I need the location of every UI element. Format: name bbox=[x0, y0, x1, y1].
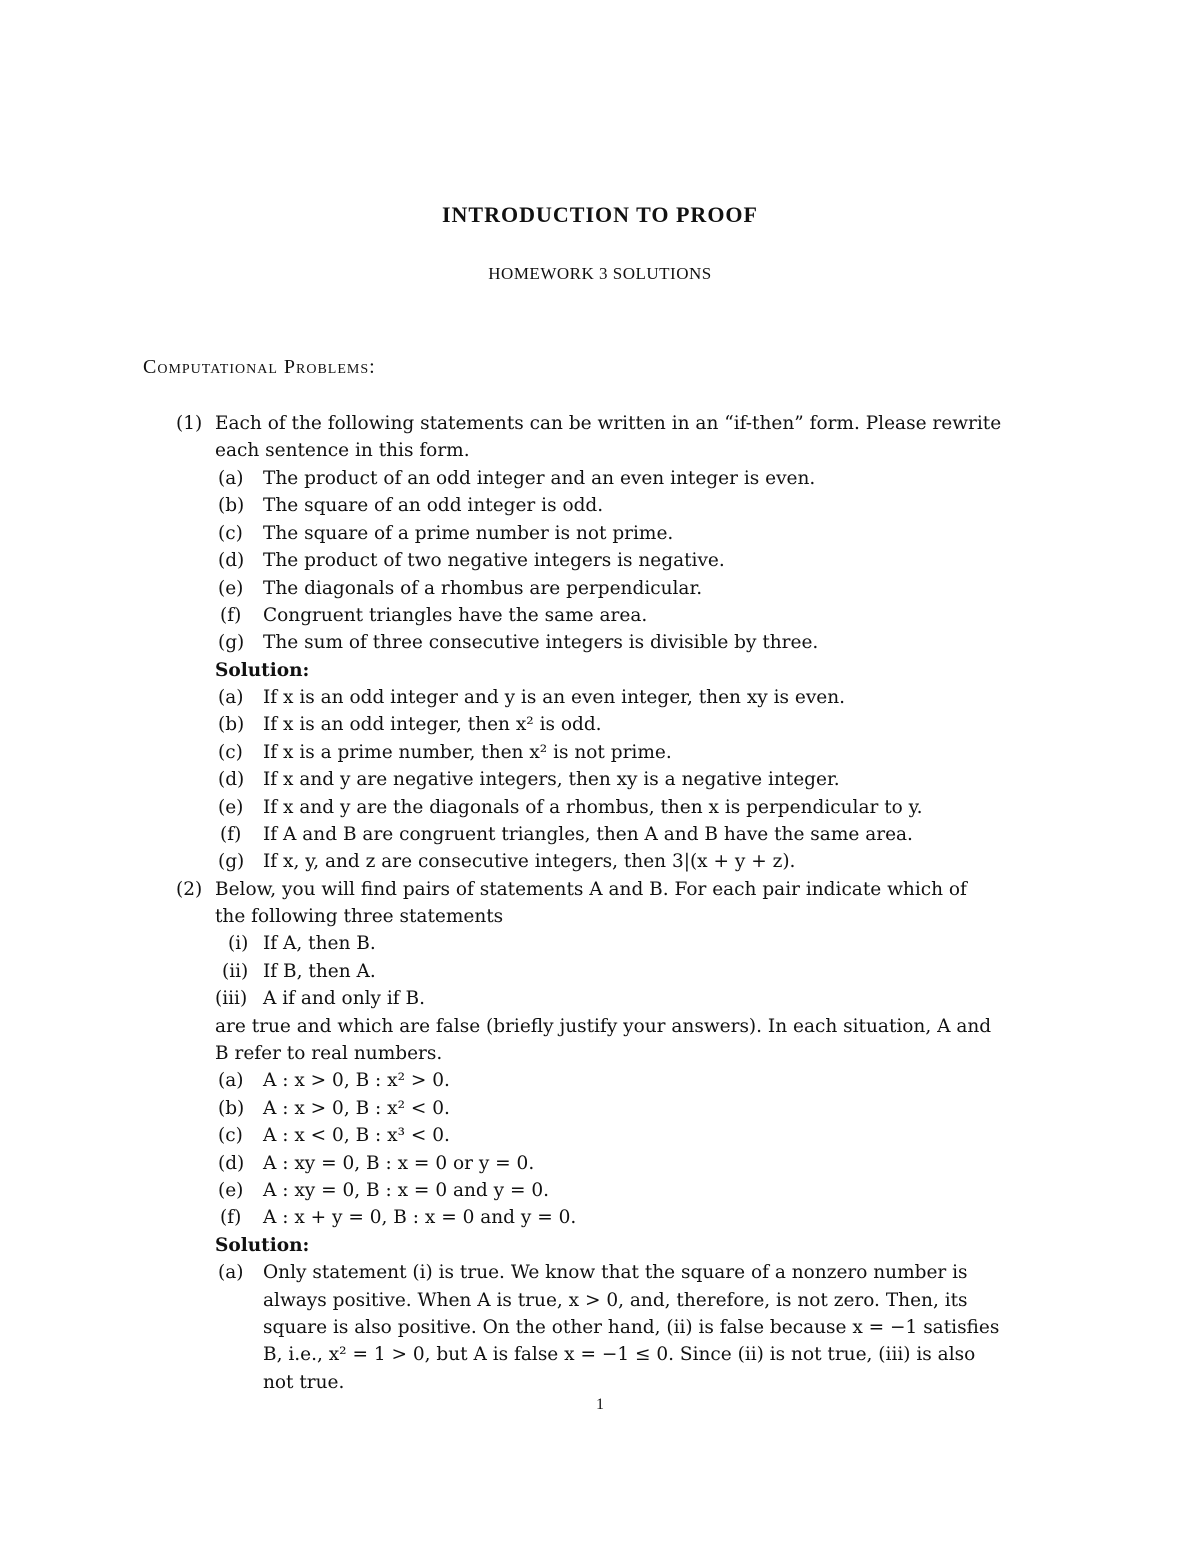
problem-1-prompt-line: Each of the following statements can be written in an “if-then” form. Please rewrite bbox=[215, 413, 1002, 434]
problem-1-number: (1) bbox=[176, 413, 203, 434]
statement-label: (d) bbox=[218, 550, 245, 571]
option-text: If A, then B. bbox=[263, 933, 376, 954]
solution-label: (d) bbox=[218, 769, 245, 790]
page-number: 1 bbox=[596, 1396, 604, 1413]
problem-2-prompt-line: Below, you will find pairs of statements A and B. For each pair indicate which of bbox=[215, 879, 967, 900]
option-label: (ii) bbox=[222, 961, 249, 982]
solution-text-line: always positive. When A is true, x > 0, and, therefore, is not zero. Then, its bbox=[263, 1290, 968, 1311]
statement-label: (f) bbox=[220, 605, 242, 626]
section-heading: Computational Problems: bbox=[143, 356, 376, 378]
solution-label: (c) bbox=[218, 742, 243, 763]
pair-text: A : x > 0, B : x² < 0. bbox=[263, 1098, 450, 1119]
solution-text-line: not true. bbox=[263, 1372, 345, 1393]
document-title: INTRODUCTION TO PROOF bbox=[441, 202, 758, 227]
solution-text: If x is an odd integer, then x² is odd. bbox=[263, 714, 602, 735]
solution-label: (b) bbox=[218, 714, 245, 735]
problem-2-prompt-line: the following three statements bbox=[215, 906, 504, 927]
pair-text: A : xy = 0, B : x = 0 and y = 0. bbox=[263, 1180, 550, 1201]
problem-2-number: (2) bbox=[176, 879, 203, 900]
solution-text-line: B, i.e., x² = 1 > 0, but A is false x = −1 ≤ 0. Since (ii) is not true, (iii) is also bbox=[263, 1344, 976, 1365]
statement-label: (g) bbox=[218, 632, 245, 653]
statement-text: The sum of three consecutive integers is divisible by three. bbox=[263, 632, 819, 653]
statement-text: The product of an odd integer and an even integer is even. bbox=[263, 468, 816, 489]
pair-text: A : x < 0, B : x³ < 0. bbox=[263, 1125, 450, 1146]
pair-label: (c) bbox=[218, 1125, 243, 1146]
pair-label: (e) bbox=[218, 1180, 244, 1201]
solution-label: (a) bbox=[218, 1262, 244, 1283]
statement-label: (c) bbox=[218, 523, 243, 544]
pair-label: (b) bbox=[218, 1098, 245, 1119]
statement-label: (a) bbox=[218, 468, 244, 489]
solution-text: If x is a prime number, then x² is not prime. bbox=[263, 742, 672, 763]
solution-text: If x, y, and z are consecutive integers, then 3|(x + y + z). bbox=[263, 851, 796, 872]
statement-text: The diagonals of a rhombus are perpendicular. bbox=[263, 578, 703, 599]
document-subtitle: HOMEWORK 3 SOLUTIONS bbox=[488, 264, 712, 283]
option-label: (iii) bbox=[215, 988, 248, 1009]
option-text: If B, then A. bbox=[263, 961, 376, 982]
statement-label: (b) bbox=[218, 495, 245, 516]
solution-label: (e) bbox=[218, 797, 244, 818]
solution-label: (a) bbox=[218, 687, 244, 708]
solution-heading: Solution: bbox=[215, 1235, 310, 1256]
solution-text: If x and y are the diagonals of a rhombus, then x is perpendicular to y. bbox=[263, 797, 923, 818]
solution-text-line: Only statement (i) is true. We know that the square of a nonzero number is bbox=[263, 1262, 968, 1283]
solution-label: (g) bbox=[218, 851, 245, 872]
statement-text: The product of two negative integers is negative. bbox=[263, 550, 725, 571]
solution-heading: Solution: bbox=[215, 660, 310, 681]
solution-text: If x is an odd integer and y is an even integer, then xy is even. bbox=[263, 687, 846, 708]
statement-text: The square of a prime number is not prime. bbox=[263, 523, 674, 544]
pair-label: (a) bbox=[218, 1070, 244, 1091]
pair-text: A : x > 0, B : x² > 0. bbox=[263, 1070, 450, 1091]
pair-text: A : x + y = 0, B : x = 0 and y = 0. bbox=[263, 1207, 577, 1228]
solution-text: If A and B are congruent triangles, then A and B have the same area. bbox=[263, 824, 913, 845]
problem-2-continuation-line: are true and which are false (briefly justify your answers). In each situation, A and bbox=[215, 1016, 992, 1037]
pair-text: A : xy = 0, B : x = 0 or y = 0. bbox=[263, 1153, 535, 1174]
option-label: (i) bbox=[228, 933, 249, 954]
statement-text: Congruent triangles have the same area. bbox=[263, 605, 648, 626]
problem-2-continuation-line: B refer to real numbers. bbox=[215, 1043, 443, 1064]
statement-label: (e) bbox=[218, 578, 244, 599]
solution-text: If x and y are negative integers, then xy is a negative integer. bbox=[263, 769, 840, 790]
solution-label: (f) bbox=[220, 824, 242, 845]
pair-label: (f) bbox=[220, 1207, 242, 1228]
pair-label: (d) bbox=[218, 1153, 245, 1174]
option-text: A if and only if B. bbox=[263, 988, 425, 1009]
solution-text-line: square is also positive. On the other hand, (ii) is false because x = −1 satisfies bbox=[263, 1317, 1000, 1338]
statement-text: The square of an odd integer is odd. bbox=[263, 495, 604, 516]
problem-1-prompt-line: each sentence in this form. bbox=[215, 440, 470, 461]
